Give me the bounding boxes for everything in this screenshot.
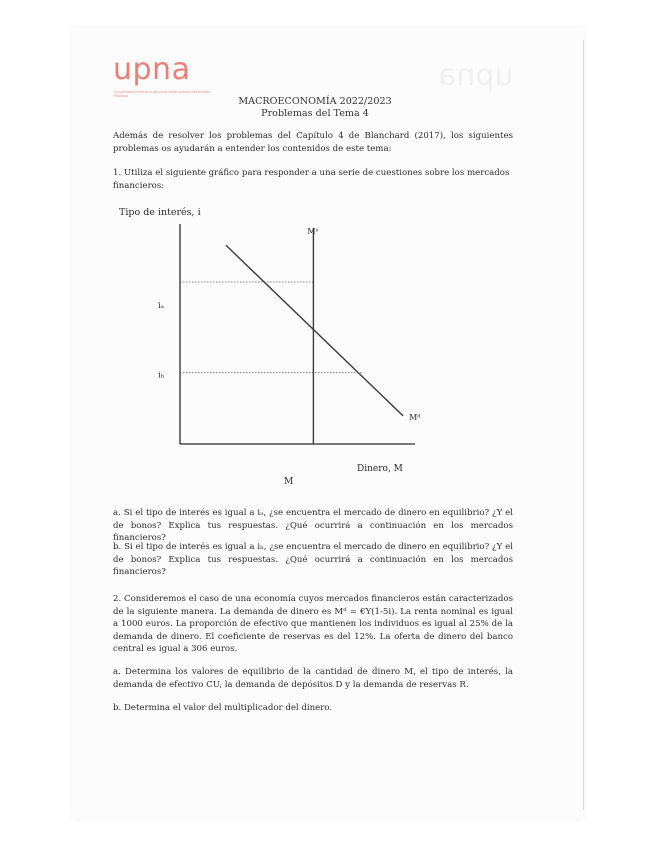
university-logo: upna — [113, 52, 191, 87]
university-logo-subtitle: Universidad Pública de Navarra Nafarroako Unibertsitate Publikoa — [114, 90, 211, 98]
problem-2-statement: 2. Consideremos el caso de una economía cuyos mercados financieros están caracterizados de la siguiente manera. La demanda de dinero es Mᵈ = €Y(1-5i). La renta nominal es igual a 1000 euros. La proporción de efectivo que mantienen los individuos es igual al 25% de la demanda de dinero. El coeficiente de reservas es del 12%. La oferta de dinero del banco central es igual a 306 euros. — [113, 594, 513, 655]
problem-1-statement: 1. Utiliza el siguiente gráfico para responder a una serie de cuestiones sobre los mercados financieros: — [113, 168, 510, 191]
problem-1-question-b: b. Si el tipo de interés es igual a iₕ, ¿se encuentra el mercado de dinero en equilibrio? ¿Y el de bonos? Explica tus respuestas. ¿Qué ocurrirá a continuación en los mercados financieros? — [113, 542, 513, 578]
y-axis-label: Tipo de interés, i — [119, 207, 201, 218]
problem-2-question-a: a. Determina los valores de equilibrio de la cantidad de dinero M, el tipo de interés, la demanda de efectivo CU, la demanda de depósitos D y la demanda de reservas R. — [113, 667, 513, 690]
money-market-chart-svg — [110, 200, 430, 490]
topic-title: Problemas del Tema 4 — [261, 108, 369, 119]
tick-label-ib: iₕ — [158, 370, 165, 381]
problem-1-question-a: a. Si el tipo de interés es igual a iₐ, ¿se encuentra el mercado de dinero en equilibrio? ¿Y el de bonos? Explica tus respuestas. ¿Qué ocurrirá a continuación en los mercados financieros? — [113, 508, 513, 544]
series-label-Ms: Mˢ — [307, 227, 319, 236]
intro-paragraph: Además de resolver los problemas del Capítulo 4 de Blanchard (2017), los siguientes problemas os ayudarán a entender los contenidos de este tema: — [113, 131, 513, 154]
x-axis-point-label: M — [284, 477, 294, 487]
document-title — [215, 96, 415, 120]
problem-2-question-b: b. Determina el valor del multiplicador del dinero. — [113, 703, 333, 713]
tick-label-ia: iₐ — [158, 301, 164, 311]
x-axis-label: Dinero, M — [357, 464, 403, 474]
series-line-Md — [226, 245, 403, 416]
course-title: MACROECONOMÍA 2022/2023 — [238, 96, 392, 107]
page-edge — [583, 40, 584, 810]
series-label-Md: Mᵈ — [409, 412, 421, 422]
mirrored-logo-watermark: upna — [438, 58, 514, 93]
money-market-chart — [110, 200, 430, 490]
